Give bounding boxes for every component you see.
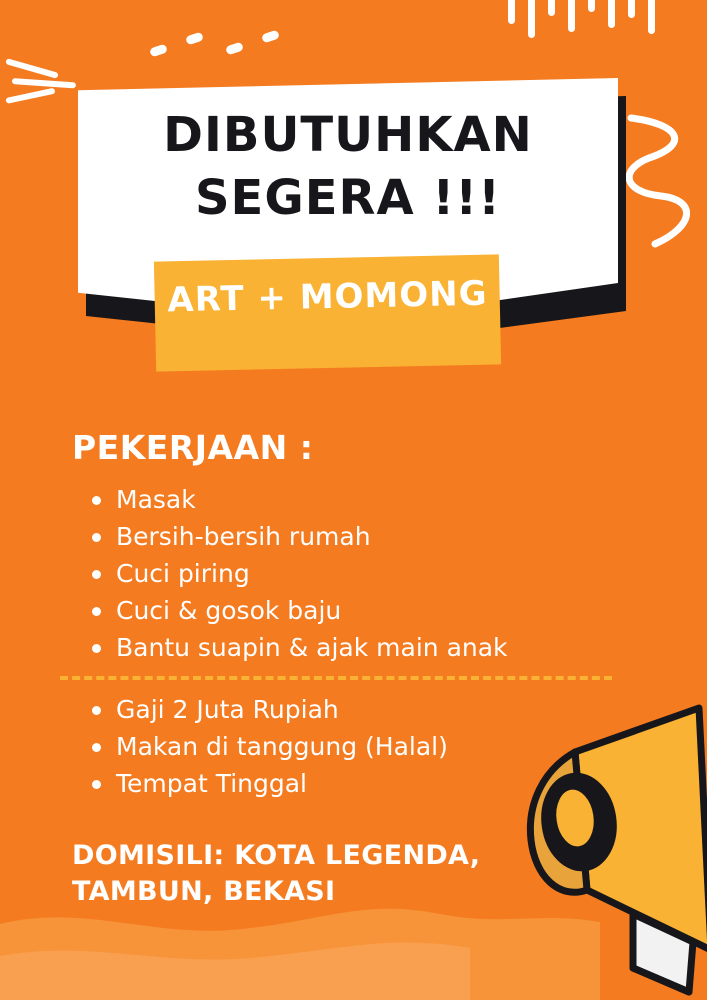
location-line-2: TAMBUN, BEKASI [72,876,336,908]
benefits-list [86,692,448,803]
jobs-section-title: PEKERJAAN : [72,428,314,467]
title-line-2: SEGERA !!! [194,170,502,227]
location-line-1: DOMISILI: KOTA LEGENDA, [72,840,481,871]
list-item: Cuci & gosok baju [86,593,508,628]
list-item: Makan di tanggung (Halal) [86,729,448,764]
title-line-1: DIBUTUHKAN [163,107,533,163]
poster-subtitle: ART + MOMONG [167,273,488,321]
list-item: Gaji 2 Juta Rupiah [86,692,448,727]
list-item: Cuci piring [86,556,508,591]
list-item: Tempat Tinggal [86,766,448,801]
squiggle-decoration [621,110,701,260]
list-item: Bersih-bersih rumah [86,519,508,554]
list-item: Masak [86,482,508,517]
dots-decoration [150,30,280,60]
dashed-divider [60,676,612,680]
brush-stroke-decoration [0,890,707,1000]
list-item: Bantu suapin & ajak main anak [86,630,508,665]
poster-title [78,104,618,231]
top-bars-decoration [508,0,658,40]
jobs-list [86,482,508,667]
